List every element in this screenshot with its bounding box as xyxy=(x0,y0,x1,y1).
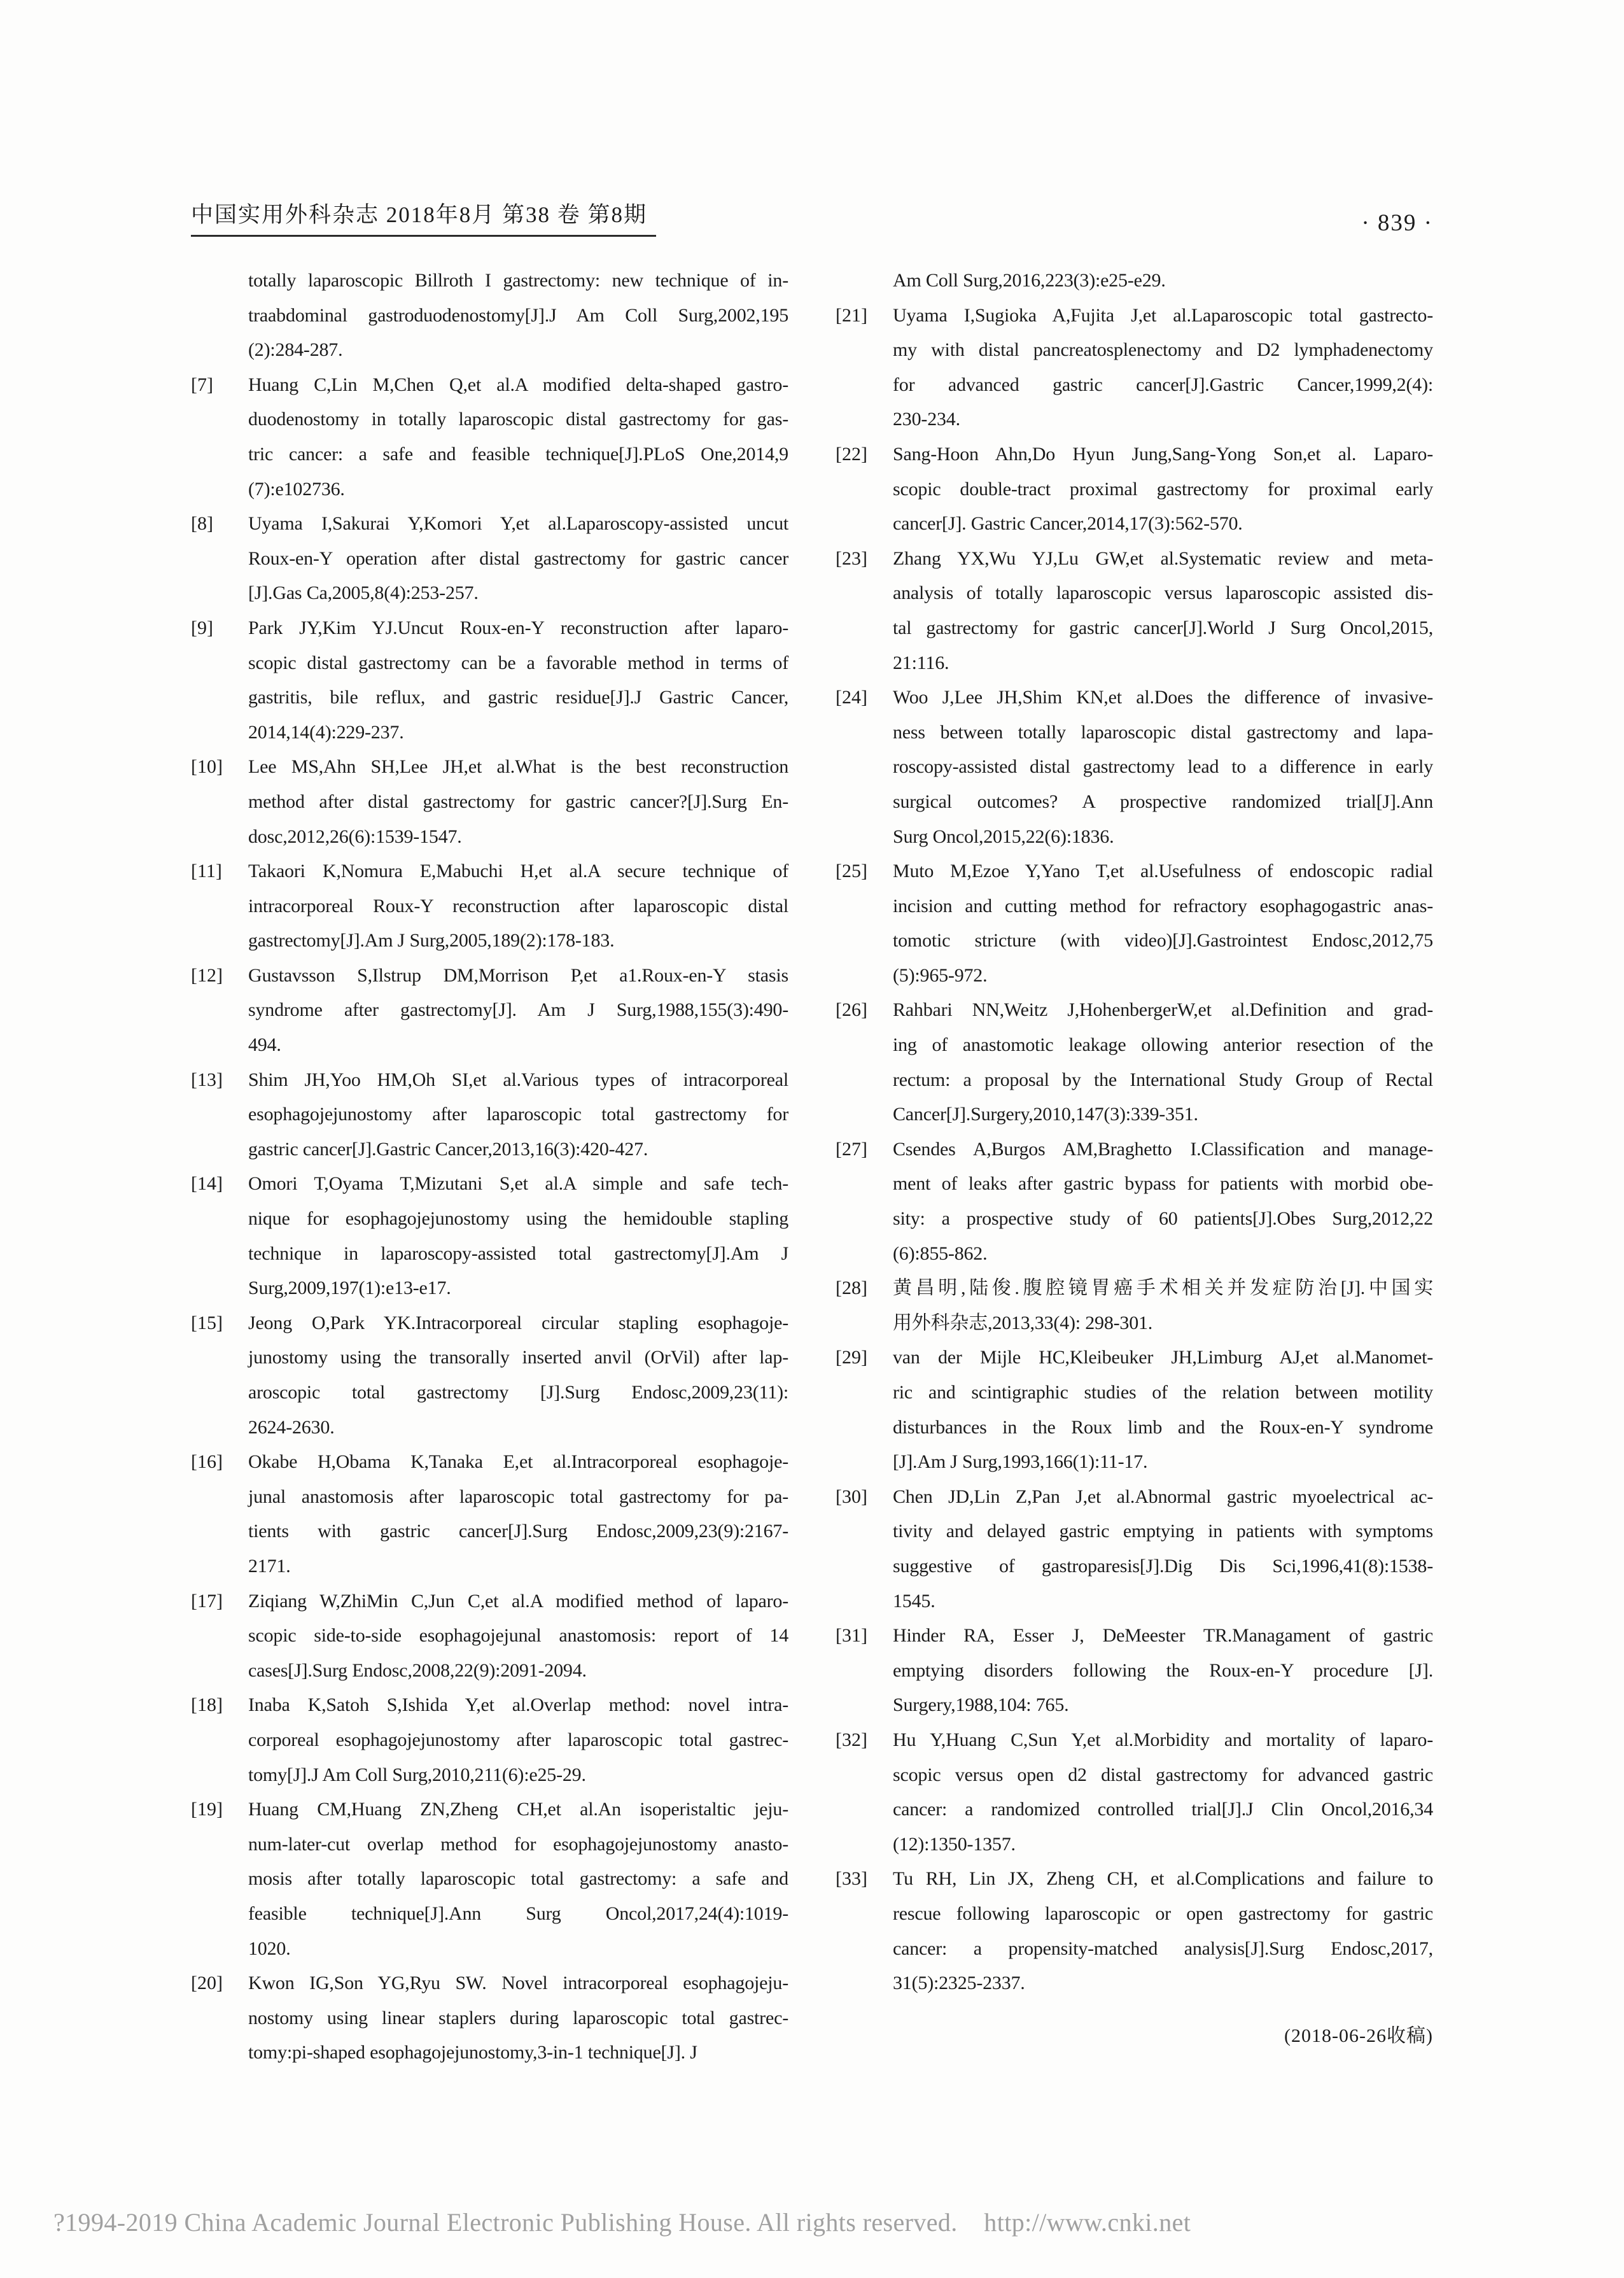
reference-line: 2014,14(4):229-237. xyxy=(248,721,404,743)
reference-line: gastric cancer[J].Gastric Cancer,2013,16(3):420-427. xyxy=(248,1138,648,1160)
reference-line: roscopy-assisted distal gastrectomy lead to a difference in early xyxy=(893,756,1433,778)
reference-line: Am Coll Surg,2016,223(3):e25-e29. xyxy=(893,270,1166,291)
reference-line: Uyama I,Sugioka A,Fujita J,et al.Laparoscopic total gastrecto- xyxy=(893,304,1433,326)
reference-text xyxy=(893,1480,1433,1619)
reference-number xyxy=(191,264,248,368)
reference-number: [21] xyxy=(836,304,867,326)
reference-line: van der Mijle HC,Kleibeuker JH,Limburg AJ,et al.Manomet- xyxy=(893,1347,1433,1368)
reference-item xyxy=(836,680,1433,854)
reference-item xyxy=(191,959,788,1063)
reference-text xyxy=(248,1167,788,1305)
reference-item xyxy=(836,1619,1433,1723)
reference-item xyxy=(836,1132,1433,1271)
reference-line: duodenostomy in totally laparoscopic distal gastrectomy for gas- xyxy=(248,409,788,430)
reference-line: scopic double-tract proximal gastrectomy for proximal early xyxy=(893,478,1433,500)
reference-number: [32] xyxy=(836,1729,867,1750)
reference-text xyxy=(893,542,1433,680)
reference-item xyxy=(836,437,1433,542)
reference-line: Omori T,Oyama T,Mizutani S,et al.A simple and safe tech- xyxy=(248,1173,788,1195)
reference-text xyxy=(248,1966,788,2071)
reference-line: tomy[J].J Am Coll Surg,2010,211(6):e25-29. xyxy=(248,1764,586,1785)
reference-line: nique for esophagojejunostomy using the hemidouble stapling xyxy=(248,1208,788,1230)
reference-line: method after distal gastrectomy for gastric cancer?[J].Surg En- xyxy=(248,791,788,812)
reference-number: [17] xyxy=(191,1590,223,1612)
reference-number: [13] xyxy=(191,1069,223,1090)
reference-line: 2624-2630. xyxy=(248,1416,335,1438)
reference-number xyxy=(836,2019,893,2054)
reference-line: cancer[J]. Gastric Cancer,2014,17(3):562-570. xyxy=(893,513,1243,535)
reference-line: ness between totally laparoscopic distal gastrectomy and lapa- xyxy=(893,721,1433,743)
reference-line: syndrome after gastrectomy[J]. Am J Surg,1988,155(3):490- xyxy=(248,999,788,1021)
reference-line: gastritis, bile reflux, and gastric residue[J].J Gastric Cancer, xyxy=(248,687,788,708)
reference-item xyxy=(191,1688,788,1792)
reference-text xyxy=(893,1271,1433,1340)
journal-issue-line: 中国实用外科杂志 2018年8月 第38 卷 第8期 xyxy=(191,197,656,237)
reference-text xyxy=(893,2019,1433,2054)
reference-line: Hinder RA, Esser J, DeMeester TR.Managament of gastric xyxy=(893,1625,1433,1647)
reference-number: [29] xyxy=(836,1347,867,1368)
reference-item xyxy=(836,264,1433,299)
reference-line: scopic versus open d2 distal gastrectomy for advanced gastric xyxy=(893,1764,1433,1785)
reference-line: my with distal pancreatosplenectomy and D2 lymphadenectomy xyxy=(893,339,1433,361)
reference-line: intracorporeal Roux-Y reconstruction after laparoscopic distal xyxy=(248,895,788,917)
reference-item xyxy=(191,854,788,959)
reference-text xyxy=(248,1792,788,1966)
reference-line: cancer: a propensity-matched analysis[J].Surg Endosc,2017, xyxy=(893,1937,1433,1959)
reference-number: [18] xyxy=(191,1694,223,1716)
reference-text xyxy=(248,959,788,1063)
reference-line: 494. xyxy=(248,1034,281,1056)
reference-number xyxy=(836,264,893,299)
reference-line: [J].Gas Ca,2005,8(4):253-257. xyxy=(248,582,479,604)
reference-line: technique in laparoscopy-assisted total gastrectomy[J].Am J xyxy=(248,1242,788,1264)
reference-item xyxy=(836,2019,1433,2054)
reference-number: [19] xyxy=(191,1799,223,1820)
reference-line: 1020. xyxy=(248,1937,291,1959)
reference-line: tomy:pi-shaped esophagojejunostomy,3-in-1 technique[J]. J xyxy=(248,2042,697,2064)
reference-item xyxy=(191,264,788,368)
reference-line: Huang C,Lin M,Chen Q,et al.A modified delta-shaped gastro- xyxy=(248,374,788,395)
reference-line: Jeong O,Park YK.Intracorporeal circular stapling esophagoje- xyxy=(248,1312,788,1333)
reference-line: Huang CM,Huang ZN,Zheng CH,et al.An isoperistaltic jeju- xyxy=(248,1799,788,1820)
reference-line: junal anastomosis after laparoscopic total gastrectomy for pa- xyxy=(248,1486,788,1507)
reference-line: Takaori K,Nomura E,Mabuchi H,et al.A secure technique of xyxy=(248,861,788,882)
reference-number: [33] xyxy=(836,1868,867,1890)
reference-line: dosc,2012,26(6):1539-1547. xyxy=(248,826,462,847)
reference-line: cancer: a randomized controlled trial[J].J Clin Oncol,2016,34 xyxy=(893,1799,1433,1820)
reference-line: (2):284-287. xyxy=(248,339,343,361)
reference-text xyxy=(248,1584,788,1689)
reference-number: [10] xyxy=(191,756,223,778)
reference-line: Muto M,Ezoe Y,Yano T,et al.Usefulness of endoscopic radial xyxy=(893,861,1433,882)
reference-item xyxy=(191,611,788,750)
reference-line: mosis after totally laparoscopic total gastrectomy: a safe and xyxy=(248,1868,788,1890)
reference-number: [16] xyxy=(191,1451,223,1473)
reference-line: Ziqiang W,ZhiMin C,Jun C,et al.A modified method of laparo- xyxy=(248,1590,788,1612)
reference-number: [27] xyxy=(836,1138,867,1160)
reference-line: Shim JH,Yoo HM,Oh SI,et al.Various types of intracorporeal xyxy=(248,1069,788,1090)
reference-number: [7] xyxy=(191,374,213,395)
reference-number: [28] xyxy=(836,1277,867,1299)
reference-item xyxy=(191,1792,788,1966)
reference-line: Csendes A,Burgos AM,Braghetto I.Classification and manage- xyxy=(893,1138,1433,1160)
page-header xyxy=(191,197,1433,237)
reference-line: num-later-cut overlap method for esophagojejunostomy anasto- xyxy=(248,1833,788,1855)
reference-line: scopic side-to-side esophagojejunal anastomosis: report of 14 xyxy=(248,1625,788,1647)
reference-line: [J].Am J Surg,1993,166(1):11-17. xyxy=(893,1451,1148,1473)
reference-line: totally laparoscopic Billroth I gastrectomy: new technique of in- xyxy=(248,270,788,291)
reference-number: [24] xyxy=(836,687,867,708)
reference-number: [30] xyxy=(836,1486,867,1507)
reference-line: Surg,2009,197(1):e13-e17. xyxy=(248,1277,451,1299)
reference-line: tivity and delayed gastric emptying in patients with symptoms xyxy=(893,1521,1433,1542)
reference-line: rectum: a proposal by the International Study Group of Rectal xyxy=(893,1069,1433,1090)
reference-line: Lee MS,Ahn SH,Lee JH,et al.What is the best reconstruction xyxy=(248,756,788,778)
reference-text xyxy=(248,1063,788,1167)
reference-text xyxy=(893,1619,1433,1723)
reference-line: Cancer[J].Surgery,2010,147(3):339-351. xyxy=(893,1104,1198,1125)
reference-line: Inaba K,Satoh S,Ishida Y,et al.Overlap method: novel intra- xyxy=(248,1694,788,1716)
reference-line: (5):965-972. xyxy=(893,964,988,986)
reference-item xyxy=(836,1723,1433,1862)
reference-line: surgical outcomes? A prospective randomized trial[J].Ann xyxy=(893,791,1433,812)
reference-line: disturbances in the Roux limb and the Roux-en-Y syndrome xyxy=(893,1416,1433,1438)
reference-item xyxy=(191,1306,788,1445)
reference-line: Hu Y,Huang C,Sun Y,et al.Morbidity and mortality of laparo- xyxy=(893,1729,1433,1750)
reference-item xyxy=(191,1445,788,1584)
reference-line: 21:116. xyxy=(893,652,949,673)
reference-line: ric and scintigraphic studies of the relation between motility xyxy=(893,1382,1433,1403)
reference-line: gastrectomy[J].Am J Surg,2005,189(2):178-183. xyxy=(248,930,615,952)
reference-text xyxy=(248,1306,788,1445)
reference-number: [8] xyxy=(191,513,213,535)
reference-text xyxy=(893,1132,1433,1271)
reference-line: Roux-en-Y operation after distal gastrectomy for gastric cancer xyxy=(248,547,788,569)
reference-line: cases[J].Surg Endosc,2008,22(9):2091-2094. xyxy=(248,1659,587,1681)
reference-line: sity: a prospective study of 60 patients[J].Obes Surg,2012,22 xyxy=(893,1208,1433,1230)
reference-text xyxy=(893,993,1433,1132)
reference-line: Zhang YX,Wu YJ,Lu GW,et al.Systematic review and meta- xyxy=(893,547,1433,569)
reference-line: aroscopic total gastrectomy [J].Surg Endosc,2009,23(11): xyxy=(248,1382,788,1403)
reference-line: for advanced gastric cancer[J].Gastric Cancer,1999,2(4): xyxy=(893,374,1433,395)
reference-line: analysis of totally laparoscopic versus laparoscopic assisted dis- xyxy=(893,582,1433,604)
reference-line: Gustavsson S,Ilstrup DM,Morrison P,et a1.Roux-en-Y stasis xyxy=(248,964,788,986)
reference-line: Tu RH, Lin JX, Zheng CH, et al.Complications and failure to xyxy=(893,1868,1433,1890)
reference-text xyxy=(248,611,788,750)
reference-line: 用外科杂志,2013,33(4): 298-301. xyxy=(893,1312,1153,1333)
reference-number: [9] xyxy=(191,617,213,638)
reference-line: tients with gastric cancer[J].Surg Endosc,2009,23(9):2167- xyxy=(248,1521,788,1542)
reference-line: rescue following laparoscopic or open gastrectomy for gastric xyxy=(893,1902,1433,1924)
reference-line: Park JY,Kim YJ.Uncut Roux-en-Y reconstruction after laparo- xyxy=(248,617,788,638)
reference-item xyxy=(191,1966,788,2071)
reference-item xyxy=(191,1584,788,1689)
reference-text xyxy=(248,1688,788,1792)
reference-line: corporeal esophagojejunostomy after laparoscopic total gastrec- xyxy=(248,1729,788,1750)
reference-text xyxy=(893,299,1433,437)
reference-line: incision and cutting method for refractory esophagogastric anas- xyxy=(893,895,1433,917)
reference-line: esophagojejunostomy after laparoscopic total gastrectomy for xyxy=(248,1104,788,1125)
references-column-right xyxy=(836,264,1433,2071)
reference-line: scopic distal gastrectomy can be a favorable method in terms of xyxy=(248,652,788,673)
reference-text xyxy=(893,854,1433,993)
reference-item xyxy=(191,750,788,854)
reference-item xyxy=(836,993,1433,1132)
reference-line: tal gastrectomy for gastric cancer[J].World J Surg Oncol,2015, xyxy=(893,617,1433,638)
reference-text xyxy=(248,750,788,854)
reference-number: [22] xyxy=(836,443,867,465)
reference-text xyxy=(248,1445,788,1584)
reference-item xyxy=(191,507,788,611)
reference-text xyxy=(893,680,1433,854)
references-column-left xyxy=(191,264,788,2071)
reference-text xyxy=(893,437,1433,542)
reference-number: [26] xyxy=(836,999,867,1021)
reference-line: (12):1350-1357. xyxy=(893,1833,1016,1855)
reference-line: (2018-06-26收稿) xyxy=(1284,2025,1433,2046)
reference-number: [14] xyxy=(191,1173,223,1195)
reference-line: ment of leaks after gastric bypass for patients with morbid obe- xyxy=(893,1173,1433,1195)
reference-line: traabdominal gastroduodenostomy[J].J Am Coll Surg,2002,195 xyxy=(248,304,788,326)
reference-line: Sang-Hoon Ahn,Do Hyun Jung,Sang-Yong Son,et al. Laparo- xyxy=(893,443,1433,465)
reference-number: [31] xyxy=(836,1625,867,1647)
reference-line: Uyama I,Sakurai Y,Komori Y,et al.Laparoscopy-assisted uncut xyxy=(248,513,788,535)
reference-line: (7):e102736. xyxy=(248,478,345,500)
reference-item xyxy=(191,1167,788,1305)
reference-number: [15] xyxy=(191,1312,223,1333)
reference-text xyxy=(248,368,788,507)
reference-line: 230-234. xyxy=(893,409,960,430)
reference-line: Okabe H,Obama K,Tanaka E,et al.Intracorporeal esophagoje- xyxy=(248,1451,788,1473)
reference-line: suggestive of gastroparesis[J].Dig Dis Sci,1996,41(8):1538- xyxy=(893,1555,1433,1577)
reference-line: Surg Oncol,2015,22(6):1836. xyxy=(893,826,1114,847)
reference-line: tric cancer: a safe and feasible technique[J].PLoS One,2014,9 xyxy=(248,443,788,465)
page-number: · 839 · xyxy=(1361,210,1433,236)
copyright-footer: ?1994-2019 China Academic Journal Electronic Publishing House. All rights reserved. http://www.cnki.net xyxy=(53,2208,1191,2237)
reference-line: 31(5):2325-2337. xyxy=(893,1972,1025,1994)
reference-item xyxy=(836,1480,1433,1619)
reference-number: [12] xyxy=(191,964,223,986)
reference-number: [23] xyxy=(836,547,867,569)
reference-line: (6):855-862. xyxy=(893,1242,988,1264)
reference-line: junostomy using the transorally inserted anvil (OrVil) after lap- xyxy=(248,1347,788,1368)
references-section xyxy=(191,264,1433,2071)
reference-item xyxy=(191,1063,788,1167)
reference-number: [25] xyxy=(836,861,867,882)
reference-item xyxy=(836,542,1433,680)
reference-text xyxy=(893,1862,1433,2000)
reference-text xyxy=(893,1340,1433,1479)
reference-text xyxy=(893,1723,1433,1862)
reference-line: 2171. xyxy=(248,1555,291,1577)
reference-item xyxy=(836,1271,1433,1340)
reference-line: Woo J,Lee JH,Shim KN,et al.Does the difference of invasive- xyxy=(893,687,1433,708)
reference-line: ing of anastomotic leakage ollowing anterior resection of the xyxy=(893,1034,1433,1056)
reference-line: Rahbari NN,Weitz J,HohenbergerW,et al.Definition and grad- xyxy=(893,999,1433,1021)
reference-line: Kwon IG,Son YG,Ryu SW. Novel intracorporeal esophagojeju- xyxy=(248,1972,788,1994)
reference-item xyxy=(836,1340,1433,1479)
reference-line: nostomy using linear staplers during laparoscopic total gastrec- xyxy=(248,2007,788,2028)
reference-text xyxy=(248,507,788,611)
reference-number: [20] xyxy=(191,1972,223,1994)
reference-text xyxy=(248,264,788,368)
reference-line: 1545. xyxy=(893,1590,935,1612)
reference-item xyxy=(191,368,788,507)
reference-line: 黄昌明,陆俊.腹腔镜胃癌手术相关并发症防治[J].中国实 xyxy=(893,1277,1433,1299)
reference-line: feasible technique[J].Ann Surg Oncol,2017,24(4):1019- xyxy=(248,1902,788,1924)
reference-text xyxy=(893,264,1433,299)
reference-line: Surgery,1988,104: 765. xyxy=(893,1694,1069,1716)
reference-item xyxy=(836,299,1433,437)
reference-text xyxy=(248,854,788,959)
reference-item xyxy=(836,854,1433,993)
reference-line: tomotic stricture (with video)[J].Gastrointest Endosc,2012,75 xyxy=(893,930,1433,952)
reference-item xyxy=(836,1862,1433,2000)
reference-line: emptying disorders following the Roux-en-Y procedure [J]. xyxy=(893,1659,1433,1681)
reference-number: [11] xyxy=(191,861,222,882)
reference-line: Chen JD,Lin Z,Pan J,et al.Abnormal gastric myoelectrical ac- xyxy=(893,1486,1433,1507)
